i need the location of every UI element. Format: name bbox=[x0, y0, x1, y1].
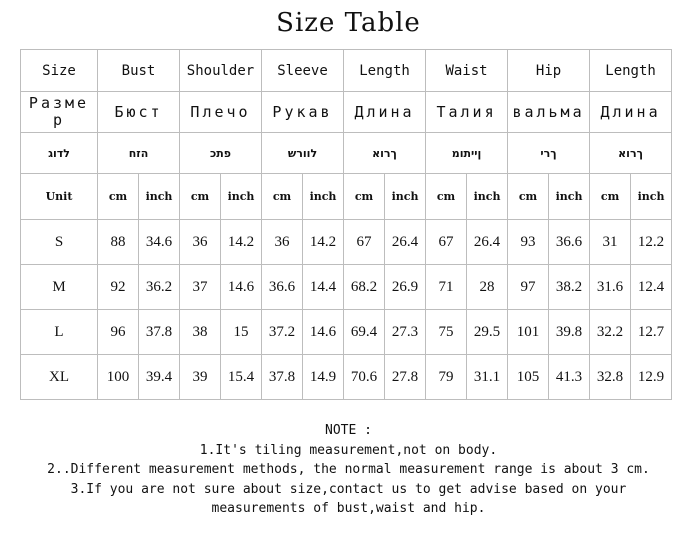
header-cell: Длина bbox=[590, 92, 672, 133]
header-cell: Length bbox=[344, 50, 426, 92]
header-cell: לדוג bbox=[21, 133, 98, 174]
header-cell: Размер bbox=[21, 92, 98, 133]
value-cell: 36.6 bbox=[549, 220, 590, 265]
header-cell: Shoulder bbox=[180, 50, 262, 92]
value-cell: 41.3 bbox=[549, 355, 590, 400]
unit-inch: inch bbox=[303, 174, 344, 220]
header-cell: Waist bbox=[426, 50, 508, 92]
value-cell: 67 bbox=[344, 220, 385, 265]
unit-inch: inch bbox=[139, 174, 180, 220]
size-row-l bbox=[21, 310, 672, 355]
header-cell: Hip bbox=[508, 50, 590, 92]
unit-inch: inch bbox=[549, 174, 590, 220]
value-cell: 100 bbox=[98, 355, 139, 400]
header-cell: Рукав bbox=[262, 92, 344, 133]
value-cell: 38 bbox=[180, 310, 221, 355]
unit-inch: inch bbox=[221, 174, 262, 220]
unit-cm: cm bbox=[262, 174, 303, 220]
value-cell: 39.8 bbox=[549, 310, 590, 355]
value-cell: 14.6 bbox=[303, 310, 344, 355]
unit-cm: cm bbox=[508, 174, 549, 220]
unit-row bbox=[21, 174, 672, 220]
notes-section bbox=[0, 421, 697, 519]
unit-cm: cm bbox=[344, 174, 385, 220]
size-row-xl bbox=[21, 355, 672, 400]
value-cell: 15.4 bbox=[221, 355, 262, 400]
value-cell: 37.8 bbox=[262, 355, 303, 400]
header-cell: Length bbox=[590, 50, 672, 92]
value-cell: 69.4 bbox=[344, 310, 385, 355]
value-cell: 14.4 bbox=[303, 265, 344, 310]
size-row-s bbox=[21, 220, 672, 265]
size-label: L bbox=[21, 310, 98, 355]
unit-cm: cm bbox=[98, 174, 139, 220]
value-cell: 26.4 bbox=[385, 220, 426, 265]
value-cell: 27.8 bbox=[385, 355, 426, 400]
header-row-russian bbox=[21, 92, 672, 133]
value-cell: 29.5 bbox=[467, 310, 508, 355]
value-cell: 38.2 bbox=[549, 265, 590, 310]
header-cell: ךרוא bbox=[344, 133, 426, 174]
value-cell: 32.8 bbox=[590, 355, 631, 400]
value-cell: 36.6 bbox=[262, 265, 303, 310]
note-line: 1.It's tiling measurement,not on body. bbox=[199, 442, 498, 458]
value-cell: 92 bbox=[98, 265, 139, 310]
value-cell: 27.3 bbox=[385, 310, 426, 355]
header-cell: Талия bbox=[426, 92, 508, 133]
header-cell: вальма bbox=[508, 92, 590, 133]
notes-heading: NOTE : bbox=[325, 423, 372, 438]
value-cell: 36 bbox=[262, 220, 303, 265]
unit-cm: cm bbox=[426, 174, 467, 220]
value-cell: 37.8 bbox=[139, 310, 180, 355]
note-line: 3.If you are not sure about size,contact us to get advise based on your bbox=[70, 481, 627, 497]
header-cell: ךרוא bbox=[590, 133, 672, 174]
value-cell: 67 bbox=[426, 220, 467, 265]
value-cell: 14.2 bbox=[303, 220, 344, 265]
value-cell: 71 bbox=[426, 265, 467, 310]
unit-label: Unit bbox=[21, 174, 98, 220]
value-cell: 12.7 bbox=[631, 310, 672, 355]
value-cell: 12.9 bbox=[631, 355, 672, 400]
value-cell: 15 bbox=[221, 310, 262, 355]
value-cell: 68.2 bbox=[344, 265, 385, 310]
value-cell: 12.2 bbox=[631, 220, 672, 265]
note-line: 2..Different measurement methods, the normal measurement range is about 3 cm. bbox=[47, 462, 650, 477]
value-cell: 70.6 bbox=[344, 355, 385, 400]
unit-inch: inch bbox=[467, 174, 508, 220]
value-cell: 97 bbox=[508, 265, 549, 310]
value-cell: 37.2 bbox=[262, 310, 303, 355]
value-cell: 26.4 bbox=[467, 220, 508, 265]
value-cell: 31.6 bbox=[590, 265, 631, 310]
value-cell: 14.2 bbox=[221, 220, 262, 265]
value-cell: 39.4 bbox=[139, 355, 180, 400]
value-cell: 26.9 bbox=[385, 265, 426, 310]
size-label: S bbox=[21, 220, 98, 265]
value-cell: 75 bbox=[426, 310, 467, 355]
header-cell: Плечо bbox=[180, 92, 262, 133]
value-cell: 32.2 bbox=[590, 310, 631, 355]
header-cell: לוורש bbox=[262, 133, 344, 174]
header-cell: ךרי bbox=[508, 133, 590, 174]
header-cell: Длина bbox=[344, 92, 426, 133]
header-cell: פתכ bbox=[180, 133, 262, 174]
value-cell: 14.9 bbox=[303, 355, 344, 400]
header-cell: Sleeve bbox=[262, 50, 344, 92]
unit-inch: inch bbox=[385, 174, 426, 220]
value-cell: 34.6 bbox=[139, 220, 180, 265]
unit-inch: inch bbox=[631, 174, 672, 220]
unit-cm: cm bbox=[180, 174, 221, 220]
unit-cm: cm bbox=[590, 174, 631, 220]
page-title: Size Table bbox=[276, 8, 421, 38]
header-cell: הזח bbox=[98, 133, 180, 174]
value-cell: 37 bbox=[180, 265, 221, 310]
value-cell: 93 bbox=[508, 220, 549, 265]
note-line: measurements of bust,waist and hip. bbox=[211, 501, 486, 516]
header-cell: Бюст bbox=[98, 92, 180, 133]
value-cell: 31.1 bbox=[467, 355, 508, 400]
header-cell: Size bbox=[21, 50, 98, 92]
value-cell: 28 bbox=[467, 265, 508, 310]
size-table bbox=[20, 49, 672, 400]
header-row-hebrew bbox=[21, 133, 672, 174]
value-cell: 105 bbox=[508, 355, 549, 400]
value-cell: 31 bbox=[590, 220, 631, 265]
value-cell: 36 bbox=[180, 220, 221, 265]
value-cell: 79 bbox=[426, 355, 467, 400]
size-label: M bbox=[21, 265, 98, 310]
size-row-m bbox=[21, 265, 672, 310]
value-cell: 96 bbox=[98, 310, 139, 355]
value-cell: 88 bbox=[98, 220, 139, 265]
value-cell: 101 bbox=[508, 310, 549, 355]
value-cell: 36.2 bbox=[139, 265, 180, 310]
value-cell: 39 bbox=[180, 355, 221, 400]
value-cell: 12.4 bbox=[631, 265, 672, 310]
header-row-english bbox=[21, 50, 672, 92]
header-cell: Bust bbox=[98, 50, 180, 92]
header-cell: ןייתומ bbox=[426, 133, 508, 174]
value-cell: 14.6 bbox=[221, 265, 262, 310]
size-label: XL bbox=[21, 355, 98, 400]
